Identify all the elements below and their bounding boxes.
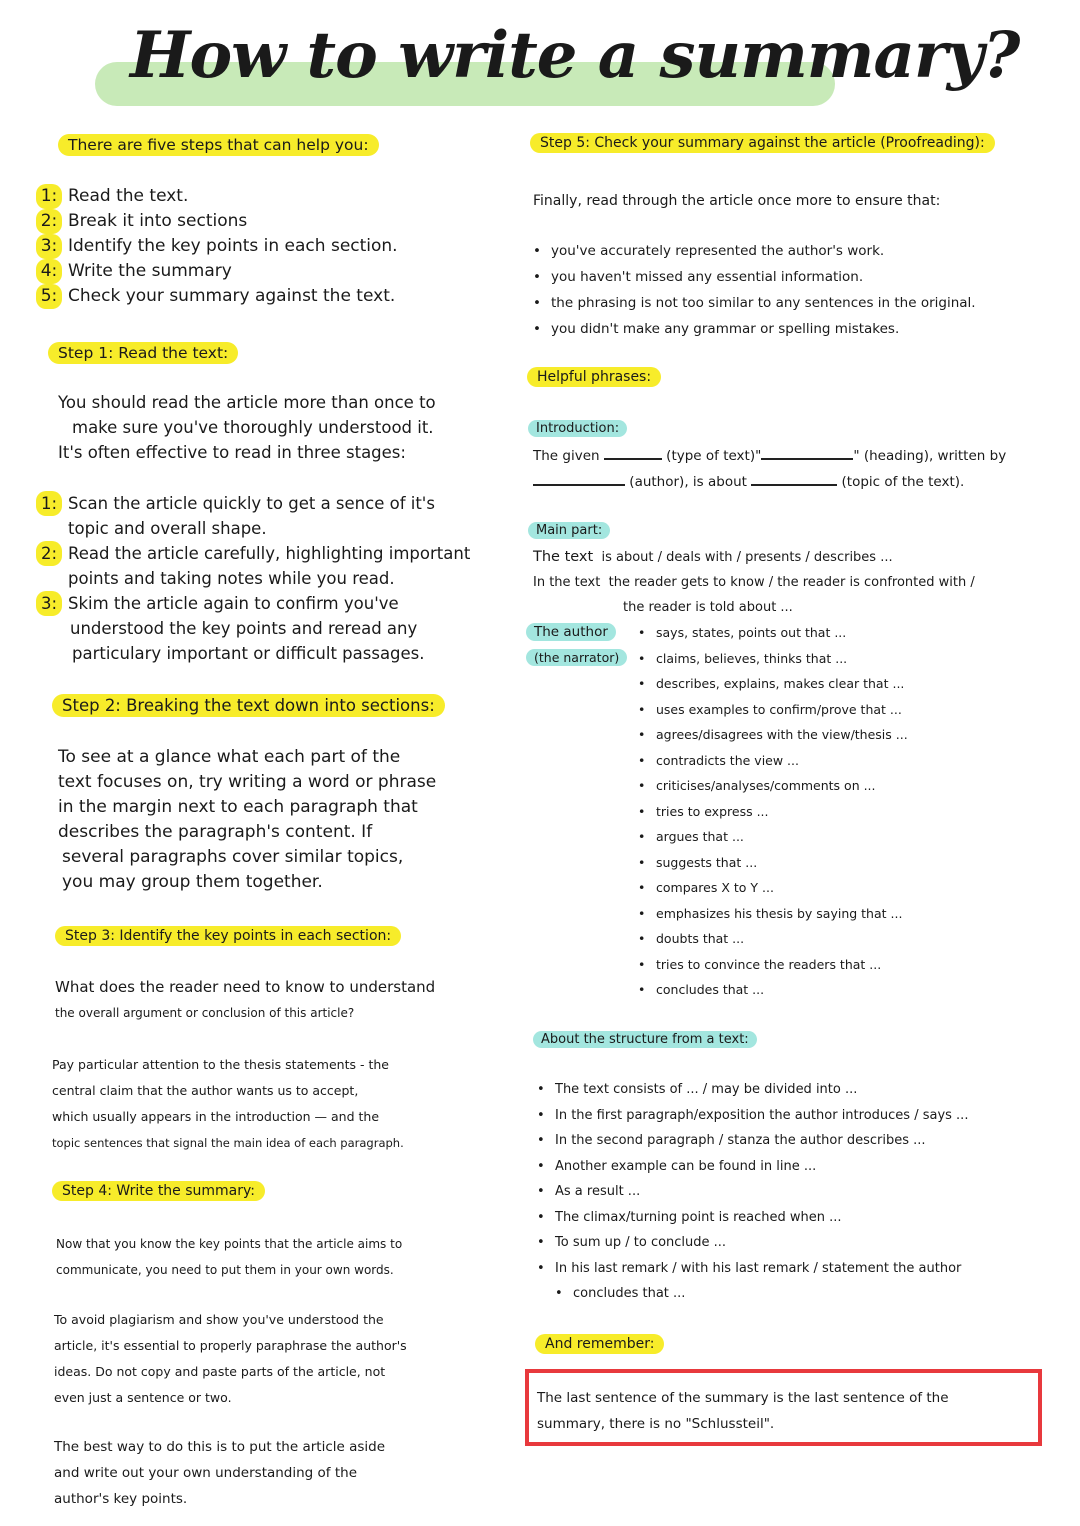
- list-item: • says, states, points out that ...: [638, 620, 908, 646]
- list-item: • concludes that ...: [638, 977, 908, 1003]
- list-item: • compares X to Y ...: [638, 875, 908, 901]
- list-item: 4: Write the summary: [36, 259, 398, 284]
- list-item: • tries to express ...: [638, 799, 908, 825]
- blank-author: [533, 470, 625, 486]
- list-item: • the phrasing is not too similar to any sentences in the original.: [533, 290, 976, 316]
- remember-heading: And remember:: [535, 1334, 664, 1354]
- list-item: 3: Skim the article again to confirm you've: [36, 591, 470, 616]
- step3-heading: Step 3: Identify the key points in each section:: [55, 926, 401, 946]
- structure-list: [537, 1077, 968, 1307]
- step5-heading: Step 5: Check your summary against the article (Proofreading):: [530, 133, 995, 153]
- list-item: • you haven't missed any essential information.: [533, 264, 976, 290]
- list-item: • claims, believes, thinks that ...: [638, 646, 908, 672]
- list-item: • As a result ...: [537, 1179, 968, 1205]
- step4-paragraph-1: Now that you know the key points that the article aims to communicate, you need to put them in your own words.: [56, 1237, 403, 1277]
- overview-heading: There are five steps that can help you:: [58, 134, 379, 156]
- list-item: 3: Identify the key points in each section.: [36, 234, 398, 259]
- remember-callout: The last sentence of the summary is the last sentence of the summary, there is no "Schlussteil".: [525, 1369, 1042, 1446]
- structure-label: About the structure from a text:: [533, 1031, 757, 1048]
- narrator-label: (the narrator): [526, 649, 627, 666]
- blank-heading: [761, 444, 853, 460]
- step4-heading: Step 4: Write the summary:: [52, 1181, 265, 1201]
- introduction-label: Introduction:: [528, 420, 627, 437]
- introduction-template: The given (type of text)" " (heading), written by (author), is about (topic of the text).: [533, 443, 1006, 495]
- blank-type-of-text: [604, 444, 662, 460]
- step5-intro: Finally, read through the article once more to ensure that:: [533, 193, 941, 209]
- step1-stages: 1: Scan the article quickly to get a sence of it's topic and overall shape. 2: Read the article carefully, highlighting important points and taking notes while you read. 3: Skim the article again to confirm you've understood the key points and reread any particulary important or difficult passages.: [36, 491, 470, 666]
- list-item: • describes, explains, makes clear that ...: [638, 671, 908, 697]
- steps-overview-list: [36, 184, 398, 309]
- step2-heading: Step 2: Breaking the text down into sections:: [52, 694, 445, 717]
- step3-question: What does the reader need to know to understand the overall argument or conclusion of this article?: [55, 978, 436, 1020]
- list-item: • argues that ...: [638, 824, 908, 850]
- list-item: • doubts that ...: [638, 926, 908, 952]
- step5-checklist: [533, 238, 976, 342]
- step3-text: Pay particular attention to the thesis statements - the central claim that the author wants us to accept, which usually appears in the introduction — and the topic sentences that signal the main idea of each paragraph.: [52, 1057, 404, 1150]
- list-item: • To sum up / to conclude ...: [537, 1230, 968, 1256]
- author-verbs-list: [638, 620, 908, 1003]
- list-item: 1: Read the text.: [36, 184, 398, 209]
- list-item: 2: Break it into sections: [36, 209, 398, 234]
- author-label: The author: [526, 623, 616, 641]
- list-item: • agrees/disagrees with the view/thesis ...: [638, 722, 908, 748]
- list-item: • emphasizes his thesis by saying that ...: [638, 901, 908, 927]
- helpful-phrases-heading: Helpful phrases:: [527, 367, 661, 387]
- main-part-intro: The text is about / deals with / presents / describes ... In the text the reader gets to know / the reader is confronted with / the reader is told about ...: [533, 549, 975, 615]
- blank-topic: [751, 470, 837, 486]
- list-item: 1: Scan the article quickly to get a sence of it's: [36, 491, 470, 516]
- list-item: • Another example can be found in line ...: [537, 1154, 968, 1180]
- list-item: • suggests that ...: [638, 850, 908, 876]
- list-item: • In his last remark / with his last remark / statement the author: [537, 1256, 968, 1282]
- step1-intro: You should read the article more than once to make sure you've thoroughly understood it. It's often effective to read in three stages:: [58, 393, 436, 462]
- list-item: • tries to convince the readers that ...: [638, 952, 908, 978]
- list-item: • The climax/turning point is reached when ...: [537, 1205, 968, 1231]
- page-title: How to write a summary?: [130, 18, 1020, 93]
- list-item: • uses examples to confirm/prove that ...: [638, 697, 908, 723]
- list-item: 5: Check your summary against the text.: [36, 284, 398, 309]
- step1-heading: Step 1: Read the text:: [48, 342, 238, 364]
- list-item: • contradicts the view ...: [638, 748, 908, 774]
- list-item: • In the first paragraph/exposition the author introduces / says ...: [537, 1103, 968, 1129]
- list-item: • you didn't make any grammar or spelling mistakes.: [533, 316, 976, 342]
- list-item: 2: Read the article carefully, highlighting important: [36, 541, 470, 566]
- list-item: • The text consists of ... / may be divided into ...: [537, 1077, 968, 1103]
- list-item: • you've accurately represented the author's work.: [533, 238, 976, 264]
- step2-text: To see at a glance what each part of the text focuses on, try writing a word or phrase in the margin next to each paragraph that describes the paragraph's content. If several paragraphs cover similar topics, you may group them together.: [58, 747, 437, 892]
- main-part-label: Main part:: [528, 522, 610, 539]
- list-item: • In the second paragraph / stanza the author describes ...: [537, 1128, 968, 1154]
- list-item: • criticises/analyses/comments on ...: [638, 773, 908, 799]
- list-item-continuation: • concludes that ...: [537, 1281, 968, 1307]
- title-block: [95, 18, 1020, 108]
- step4-paragraph-2: To avoid plagiarism and show you've understood the article, it's essential to properly paraphrase the author's ideas. Do not copy and paste parts of the article, not even just a sentence or two.: [54, 1312, 407, 1405]
- step4-paragraph-3: The best way to do this is to put the article aside and write out your own understanding of the author's key points.: [54, 1439, 386, 1507]
